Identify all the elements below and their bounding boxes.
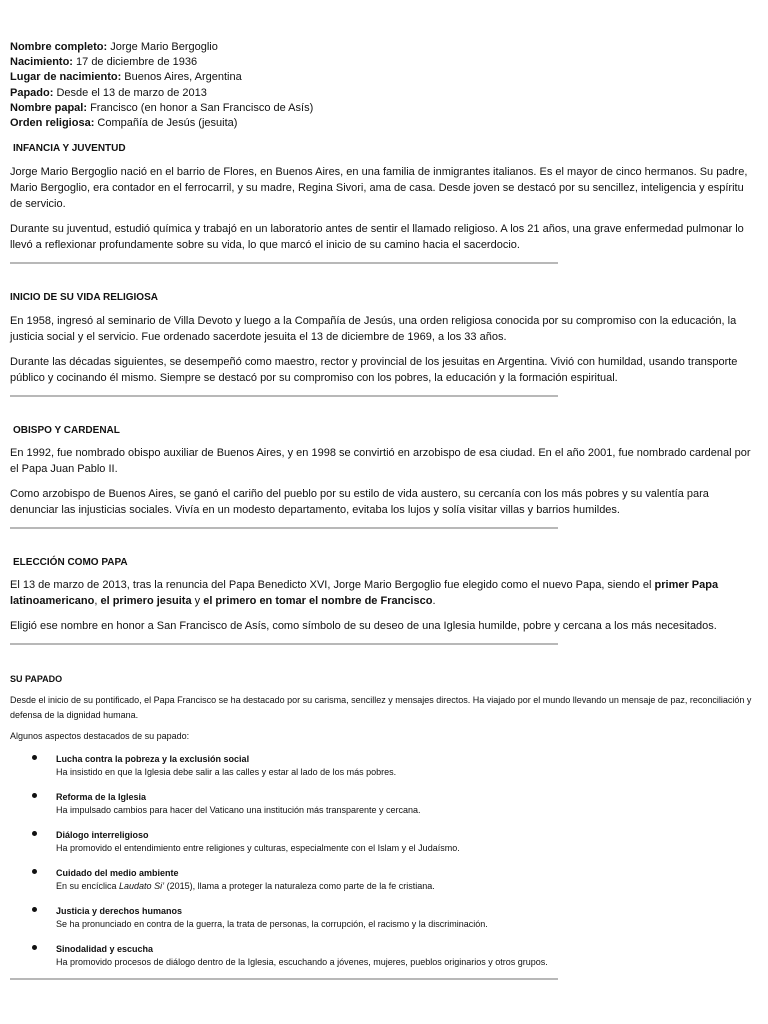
infancia-paragraph-1: Jorge Mario Bergoglio nació en el barrio de Flores, en Buenos Aires, en una familia de inmigrantes italianos. Es el mayor de cinco hermanos. Su padre, Mario Bergoglio, era contador en el ferrocarril, y su madre, Regina Sivori, ama de casa. Desde joven se destacó por su sencillez, inteligencia y espíritu de servicio. <box>10 166 748 211</box>
list-item: Sinodalidad y escucha Ha promovido procesos de diálogo dentro de la Iglesia, escuchando a jóvenes, mujeres, pueblos originarios y otros grupos. <box>10 943 758 968</box>
section-divider <box>10 643 558 645</box>
fact-birthplace: Lugar de nacimiento: Buenos Aires, Argentina <box>10 71 242 84</box>
section-divider <box>10 527 558 529</box>
section-divider <box>10 978 558 980</box>
bullet-icon <box>32 907 37 912</box>
fact-birth: Nacimiento: 17 de diciembre de 1936 <box>10 56 198 69</box>
obispo-paragraph-2: Como arzobispo de Buenos Aires, se ganó el cariño del pueblo por su estilo de vida austero, su cercanía con los más pobres y su valentía para denunciar las injusticias sociales. Vivía en un modesto departamento, evitaba los lujos y solía visitar villas y barrios humildes. <box>10 488 709 517</box>
bullet-icon <box>32 831 37 836</box>
papado-intro: Algunos aspectos destacados de su papado: <box>10 731 190 742</box>
papado-highlights-list <box>10 753 758 968</box>
heading-obispo: OBISPO Y CARDENAL <box>13 425 120 437</box>
section-divider <box>10 395 558 397</box>
bullet-icon <box>32 755 37 760</box>
papado-paragraph-1: Desde el inicio de su pontificado, el Papa Francisco se ha destacado por su carisma, sencillez y mensajes directos. Ha viajado por el mundo llevando un mensaje de paz, reconciliación y defensa de la dignidad humana. <box>10 695 752 720</box>
fact-full-name: Nombre completo: Jorge Mario Bergoglio <box>10 41 218 53</box>
heading-infancia: INFANCIA Y JUVENTUD <box>13 143 126 155</box>
list-item: Reforma de la Iglesia Ha impulsado cambios para hacer del Vaticano una institución más transparente y cercana. <box>10 791 758 816</box>
fact-religious-order: Orden religiosa: Compañía de Jesús (jesuita) <box>10 117 238 130</box>
list-item: Cuidado del medio ambiente En su encíclica Laudato Si’ (2015), llama a proteger la naturaleza como parte de la fe cristiana. <box>10 867 758 892</box>
eleccion-paragraph-2: Eligió ese nombre en honor a San Francisco de Asís, como símbolo de su deseo de una Iglesia humilde, pobre y cercana a los más necesitados. <box>10 620 717 633</box>
fact-papacy: Papado: Desde el 13 de marzo de 2013 <box>10 86 207 99</box>
heading-papado: SU PAPADO <box>10 674 63 685</box>
list-item: Justicia y derechos humanos Se ha pronunciado en contra de la guerra, la trata de personas, la corrupción, el racismo y la discriminación. <box>10 905 758 930</box>
document-page <box>10 40 758 980</box>
bullet-icon <box>32 793 37 798</box>
eleccion-paragraph-1: El 13 de marzo de 2013, tras la renuncia del Papa Benedicto XVI, Jorge Mario Bergoglio fue elegido como el nuevo Papa, siendo el primer Papa latinoamericano, el primero jesuita y el primero en tomar el nombre de Francisco. <box>10 579 719 608</box>
fact-papal-name: Nombre papal: Francisco (en honor a San Francisco de Asís) <box>10 101 314 114</box>
heading-eleccion: ELECCIÓN COMO PAPA <box>13 557 128 569</box>
heading-vida-religiosa: INICIO DE SU VIDA RELIGIOSA <box>10 292 158 304</box>
vida-religiosa-paragraph-1: En 1958, ingresó al seminario de Villa Devoto y luego a la Compañía de Jesús, una orden religiosa conocida por su compromiso con la educación, la justicia social y el servicio. Fue ordenado sacerdote jesuita el 13 de diciembre de 1969, a los 33 años. <box>10 315 737 344</box>
bullet-icon <box>32 869 37 874</box>
bullet-icon <box>32 945 37 950</box>
facts-block <box>10 40 758 131</box>
obispo-paragraph-1: En 1992, fue nombrado obispo auxiliar de Buenos Aires, y en 1998 se convirtió en arzobispo de esa ciudad. En el año 2001, fue nombrado cardenal por el Papa Juan Pablo II. <box>10 447 751 476</box>
vida-religiosa-paragraph-2: Durante las décadas siguientes, se desempeñó como maestro, rector y provincial de los jesuitas en Argentina. Vivió con humildad, usando transporte público y cocinando él mismo. Siempre se destacó por su compromiso con los pobres, la educación y la formación espiritual. <box>10 356 738 385</box>
list-item: Lucha contra la pobreza y la exclusión social Ha insistido en que la Iglesia debe salir a las calles y estar al lado de los más pobres. <box>10 753 758 778</box>
list-item: Diálogo interreligioso Ha promovido el entendimiento entre religiones y culturas, especialmente con el Islam y el Judaísmo. <box>10 829 758 854</box>
infancia-paragraph-2: Durante su juventud, estudió química y trabajó en un laboratorio antes de sentir el llamado religioso. A los 21 años, una grave enfermedad pulmonar lo llevó a reflexionar profundamente sobre su vida, lo que marcó el inicio de su camino hacia el sacerdocio. <box>10 223 744 252</box>
section-divider <box>10 262 558 264</box>
